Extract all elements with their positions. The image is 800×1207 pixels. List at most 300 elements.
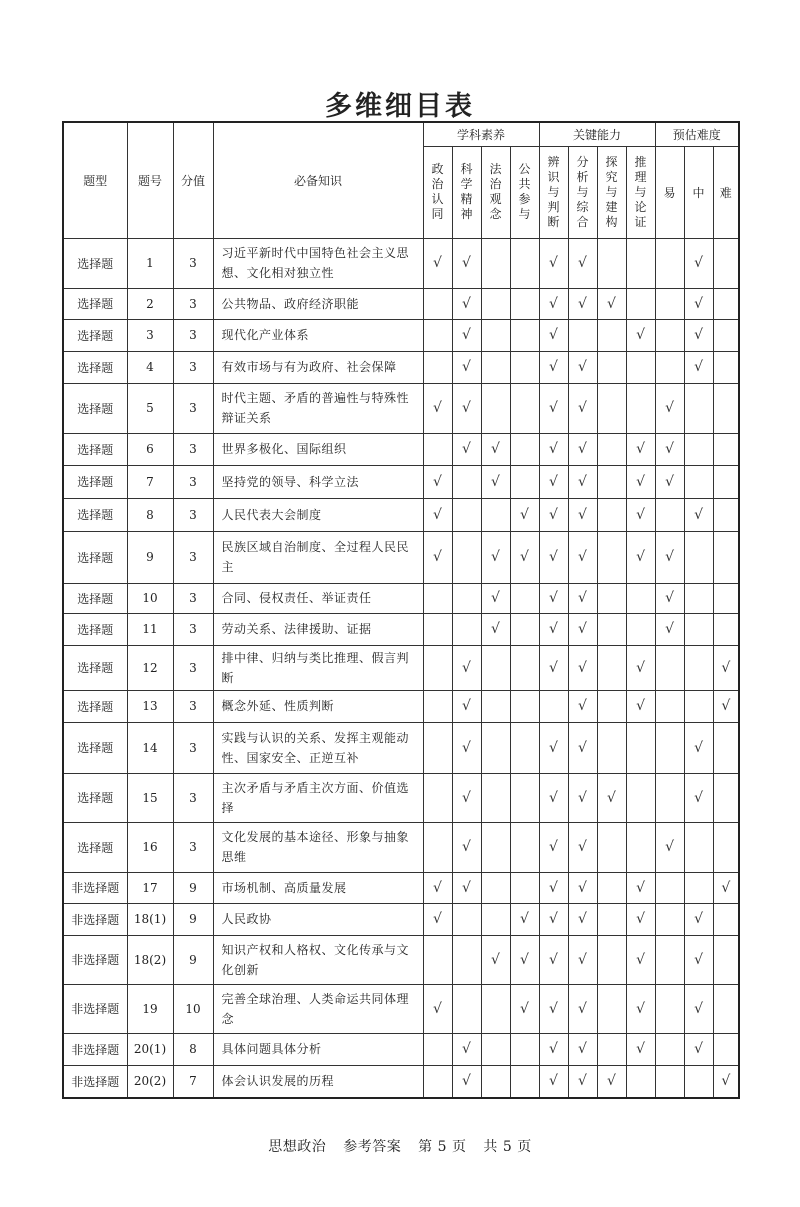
- check-mark-cell: √: [539, 351, 568, 383]
- table-row: [63, 465, 739, 498]
- empty-cell: [626, 822, 655, 872]
- cell-score: 3: [173, 498, 213, 531]
- cell-number: 3: [127, 319, 173, 351]
- empty-cell: [597, 690, 626, 722]
- empty-cell: [510, 1033, 539, 1065]
- empty-cell: [510, 319, 539, 351]
- table-row: [63, 613, 739, 645]
- cell-knowledge: 完善全球治理、人类命运共同体理念: [213, 984, 423, 1033]
- check-mark-cell: √: [539, 935, 568, 984]
- empty-cell: [597, 531, 626, 583]
- empty-cell: [684, 1065, 713, 1098]
- footer-page: 第 5 页: [418, 1139, 467, 1155]
- check-mark-cell: √: [510, 531, 539, 583]
- cell-score: 3: [173, 822, 213, 872]
- check-mark-cell: √: [539, 433, 568, 465]
- empty-cell: [452, 613, 481, 645]
- cell-knowledge: 知识产权和人格权、文化传承与文化创新: [213, 935, 423, 984]
- cell-number: 1: [127, 238, 173, 288]
- check-mark-cell: √: [684, 935, 713, 984]
- cell-number: 4: [127, 351, 173, 383]
- check-mark-cell: √: [626, 531, 655, 583]
- table-row: [63, 433, 739, 465]
- cell-score: 3: [173, 238, 213, 288]
- table-row: [63, 531, 739, 583]
- check-mark-cell: √: [684, 288, 713, 319]
- check-mark-cell: √: [539, 822, 568, 872]
- empty-cell: [684, 465, 713, 498]
- cell-knowledge: 市场机制、高质量发展: [213, 872, 423, 903]
- cell-number: 9: [127, 531, 173, 583]
- check-mark-cell: √: [539, 1065, 568, 1098]
- cell-score: 3: [173, 288, 213, 319]
- cell-knowledge: 坚持党的领导、科学立法: [213, 465, 423, 498]
- check-mark-cell: √: [539, 984, 568, 1033]
- empty-cell: [481, 872, 510, 903]
- header-sub-label: 难: [719, 185, 732, 200]
- check-mark-cell: √: [423, 465, 452, 498]
- empty-cell: [597, 383, 626, 433]
- table-row: [63, 903, 739, 935]
- empty-cell: [597, 822, 626, 872]
- empty-cell: [481, 288, 510, 319]
- empty-cell: [481, 645, 510, 690]
- empty-cell: [481, 1033, 510, 1065]
- page-footer: [0, 1136, 800, 1156]
- check-mark-cell: √: [568, 288, 597, 319]
- table-row: [63, 238, 739, 288]
- empty-cell: [423, 722, 452, 773]
- table-row: [63, 690, 739, 722]
- empty-cell: [597, 465, 626, 498]
- empty-cell: [423, 433, 452, 465]
- check-mark-cell: √: [423, 383, 452, 433]
- check-mark-cell: √: [452, 872, 481, 903]
- header-sub-0: [423, 146, 452, 238]
- check-mark-cell: √: [452, 645, 481, 690]
- check-mark-cell: √: [568, 613, 597, 645]
- empty-cell: [684, 822, 713, 872]
- empty-cell: [481, 238, 510, 288]
- cell-type: 选择题: [63, 583, 127, 613]
- cell-knowledge: 有效市场与有为政府、社会保障: [213, 351, 423, 383]
- empty-cell: [423, 773, 452, 822]
- cell-type: 选择题: [63, 465, 127, 498]
- empty-cell: [597, 872, 626, 903]
- empty-cell: [713, 319, 739, 351]
- cell-type: 非选择题: [63, 935, 127, 984]
- check-mark-cell: √: [539, 319, 568, 351]
- empty-cell: [655, 935, 684, 984]
- empty-cell: [481, 319, 510, 351]
- check-mark-cell: √: [568, 645, 597, 690]
- empty-cell: [597, 935, 626, 984]
- header-sub-label: 易: [663, 185, 676, 200]
- empty-cell: [597, 722, 626, 773]
- cell-type: 选择题: [63, 238, 127, 288]
- check-mark-cell: √: [539, 498, 568, 531]
- empty-cell: [626, 383, 655, 433]
- cell-number: 12: [127, 645, 173, 690]
- empty-cell: [655, 903, 684, 935]
- empty-cell: [684, 872, 713, 903]
- table-row: [63, 872, 739, 903]
- header-knowledge: 必备知识: [213, 122, 423, 238]
- check-mark-cell: √: [655, 583, 684, 613]
- check-mark-cell: √: [626, 645, 655, 690]
- header-sub-label: 推理与论证: [634, 154, 647, 229]
- empty-cell: [626, 288, 655, 319]
- header-sub-8: [655, 146, 684, 238]
- empty-cell: [713, 531, 739, 583]
- check-mark-cell: √: [713, 872, 739, 903]
- cell-type: 非选择题: [63, 903, 127, 935]
- empty-cell: [626, 238, 655, 288]
- cell-score: 3: [173, 690, 213, 722]
- cell-score: 3: [173, 319, 213, 351]
- empty-cell: [655, 645, 684, 690]
- empty-cell: [713, 383, 739, 433]
- empty-cell: [423, 613, 452, 645]
- cell-score: 3: [173, 613, 213, 645]
- cell-score: 3: [173, 583, 213, 613]
- empty-cell: [423, 690, 452, 722]
- header-sub-label: 探究与建构: [605, 154, 618, 229]
- check-mark-cell: √: [568, 822, 597, 872]
- table-row: [63, 498, 739, 531]
- check-mark-cell: √: [452, 1033, 481, 1065]
- check-mark-cell: √: [626, 903, 655, 935]
- check-mark-cell: √: [568, 498, 597, 531]
- empty-cell: [713, 498, 739, 531]
- cell-knowledge: 世界多极化、国际组织: [213, 433, 423, 465]
- empty-cell: [510, 722, 539, 773]
- check-mark-cell: √: [423, 903, 452, 935]
- empty-cell: [713, 613, 739, 645]
- check-mark-cell: √: [626, 433, 655, 465]
- empty-cell: [452, 531, 481, 583]
- empty-cell: [655, 498, 684, 531]
- empty-cell: [713, 583, 739, 613]
- cell-score: 9: [173, 935, 213, 984]
- empty-cell: [510, 583, 539, 613]
- header-sub-3: [510, 146, 539, 238]
- empty-cell: [713, 1033, 739, 1065]
- empty-cell: [713, 288, 739, 319]
- check-mark-cell: √: [539, 238, 568, 288]
- empty-cell: [481, 722, 510, 773]
- empty-cell: [510, 822, 539, 872]
- check-mark-cell: √: [568, 1033, 597, 1065]
- empty-cell: [510, 288, 539, 319]
- empty-cell: [655, 1033, 684, 1065]
- table-row: [63, 288, 739, 319]
- empty-cell: [684, 583, 713, 613]
- check-mark-cell: √: [655, 613, 684, 645]
- empty-cell: [713, 984, 739, 1033]
- cell-type: 选择题: [63, 822, 127, 872]
- empty-cell: [655, 722, 684, 773]
- cell-type: 选择题: [63, 722, 127, 773]
- empty-cell: [713, 903, 739, 935]
- check-mark-cell: √: [539, 645, 568, 690]
- table-row: [63, 319, 739, 351]
- cell-type: 选择题: [63, 613, 127, 645]
- empty-cell: [655, 984, 684, 1033]
- check-mark-cell: √: [597, 1065, 626, 1098]
- cell-knowledge: 排中律、归纳与类比推理、假言判断: [213, 645, 423, 690]
- cell-knowledge: 习近平新时代中国特色社会主义思想、文化相对独立性: [213, 238, 423, 288]
- check-mark-cell: √: [423, 984, 452, 1033]
- header-sub-9: [684, 146, 713, 238]
- cell-number: 18(2): [127, 935, 173, 984]
- cell-knowledge: 文化发展的基本途径、形象与抽象思维: [213, 822, 423, 872]
- header-sub-5: [568, 146, 597, 238]
- cell-type: 非选择题: [63, 872, 127, 903]
- empty-cell: [597, 645, 626, 690]
- empty-cell: [539, 690, 568, 722]
- check-mark-cell: √: [452, 773, 481, 822]
- empty-cell: [655, 773, 684, 822]
- empty-cell: [684, 690, 713, 722]
- cell-score: 3: [173, 531, 213, 583]
- empty-cell: [597, 498, 626, 531]
- footer-total: 共 5 页: [483, 1139, 532, 1155]
- check-mark-cell: √: [539, 1033, 568, 1065]
- empty-cell: [626, 351, 655, 383]
- header-sub-6: [597, 146, 626, 238]
- check-mark-cell: √: [452, 722, 481, 773]
- check-mark-cell: √: [568, 383, 597, 433]
- header-sub-label: 中: [692, 185, 705, 200]
- check-mark-cell: √: [684, 1033, 713, 1065]
- empty-cell: [481, 822, 510, 872]
- empty-cell: [684, 613, 713, 645]
- check-mark-cell: √: [539, 722, 568, 773]
- check-mark-cell: √: [539, 531, 568, 583]
- empty-cell: [684, 383, 713, 433]
- check-mark-cell: √: [452, 319, 481, 351]
- empty-cell: [597, 238, 626, 288]
- cell-score: 3: [173, 433, 213, 465]
- empty-cell: [626, 773, 655, 822]
- cell-type: 选择题: [63, 531, 127, 583]
- cell-type: 选择题: [63, 645, 127, 690]
- empty-cell: [713, 351, 739, 383]
- cell-type: 选择题: [63, 773, 127, 822]
- cell-score: 3: [173, 351, 213, 383]
- check-mark-cell: √: [452, 238, 481, 288]
- empty-cell: [423, 1033, 452, 1065]
- check-mark-cell: √: [481, 935, 510, 984]
- check-mark-cell: √: [684, 984, 713, 1033]
- table-row: [63, 1065, 739, 1098]
- check-mark-cell: √: [539, 383, 568, 433]
- check-mark-cell: √: [684, 722, 713, 773]
- empty-cell: [510, 383, 539, 433]
- empty-cell: [452, 984, 481, 1033]
- check-mark-cell: √: [452, 1065, 481, 1098]
- empty-cell: [626, 583, 655, 613]
- table-row: [63, 645, 739, 690]
- check-mark-cell: √: [655, 822, 684, 872]
- cell-number: 18(1): [127, 903, 173, 935]
- check-mark-cell: √: [568, 1065, 597, 1098]
- header-group-difficulty: 预估难度: [655, 122, 739, 146]
- empty-cell: [597, 583, 626, 613]
- check-mark-cell: √: [423, 238, 452, 288]
- cell-knowledge: 公共物品、政府经济职能: [213, 288, 423, 319]
- check-mark-cell: √: [684, 773, 713, 822]
- check-mark-cell: √: [626, 498, 655, 531]
- cell-type: 非选择题: [63, 984, 127, 1033]
- cell-number: 10: [127, 583, 173, 613]
- check-mark-cell: √: [568, 465, 597, 498]
- empty-cell: [597, 351, 626, 383]
- cell-number: 20(2): [127, 1065, 173, 1098]
- cell-knowledge: 人民代表大会制度: [213, 498, 423, 531]
- cell-type: 选择题: [63, 433, 127, 465]
- empty-cell: [597, 903, 626, 935]
- check-mark-cell: √: [655, 383, 684, 433]
- empty-cell: [510, 690, 539, 722]
- empty-cell: [568, 319, 597, 351]
- empty-cell: [510, 351, 539, 383]
- check-mark-cell: √: [684, 238, 713, 288]
- check-mark-cell: √: [713, 645, 739, 690]
- cell-knowledge: 人民政协: [213, 903, 423, 935]
- check-mark-cell: √: [568, 433, 597, 465]
- specification-table: [62, 121, 740, 1099]
- check-mark-cell: √: [481, 465, 510, 498]
- empty-cell: [713, 465, 739, 498]
- empty-cell: [510, 773, 539, 822]
- empty-cell: [597, 433, 626, 465]
- footer-doc: 参考答案: [343, 1139, 402, 1155]
- empty-cell: [452, 465, 481, 498]
- check-mark-cell: √: [568, 722, 597, 773]
- check-mark-cell: √: [684, 319, 713, 351]
- empty-cell: [423, 935, 452, 984]
- header-sub-label: 辨识与判断: [547, 154, 560, 229]
- header-sub-10: [713, 146, 739, 238]
- check-mark-cell: √: [539, 613, 568, 645]
- empty-cell: [597, 613, 626, 645]
- check-mark-cell: √: [568, 690, 597, 722]
- cell-type: 非选择题: [63, 1033, 127, 1065]
- cell-number: 20(1): [127, 1033, 173, 1065]
- check-mark-cell: √: [510, 984, 539, 1033]
- check-mark-cell: √: [684, 498, 713, 531]
- empty-cell: [423, 645, 452, 690]
- cell-type: 选择题: [63, 690, 127, 722]
- table-row: [63, 935, 739, 984]
- check-mark-cell: √: [655, 433, 684, 465]
- table-row: [63, 383, 739, 433]
- empty-cell: [423, 583, 452, 613]
- check-mark-cell: √: [539, 465, 568, 498]
- check-mark-cell: √: [568, 872, 597, 903]
- check-mark-cell: √: [626, 690, 655, 722]
- cell-score: 10: [173, 984, 213, 1033]
- header-sub-7: [626, 146, 655, 238]
- cell-number: 16: [127, 822, 173, 872]
- cell-score: 3: [173, 383, 213, 433]
- cell-score: 3: [173, 645, 213, 690]
- empty-cell: [626, 722, 655, 773]
- check-mark-cell: √: [568, 531, 597, 583]
- empty-cell: [684, 433, 713, 465]
- empty-cell: [655, 690, 684, 722]
- cell-number: 6: [127, 433, 173, 465]
- check-mark-cell: √: [568, 903, 597, 935]
- check-mark-cell: √: [655, 531, 684, 583]
- header-sub-label: 分析与综合: [576, 154, 589, 229]
- cell-number: 13: [127, 690, 173, 722]
- check-mark-cell: √: [452, 822, 481, 872]
- cell-number: 15: [127, 773, 173, 822]
- empty-cell: [655, 351, 684, 383]
- empty-cell: [510, 465, 539, 498]
- check-mark-cell: √: [568, 984, 597, 1033]
- cell-score: 3: [173, 773, 213, 822]
- check-mark-cell: √: [626, 465, 655, 498]
- cell-number: 5: [127, 383, 173, 433]
- check-mark-cell: √: [568, 351, 597, 383]
- empty-cell: [684, 531, 713, 583]
- cell-number: 14: [127, 722, 173, 773]
- empty-cell: [510, 645, 539, 690]
- cell-knowledge: 概念外延、性质判断: [213, 690, 423, 722]
- cell-knowledge: 合同、侵权责任、举证责任: [213, 583, 423, 613]
- empty-cell: [626, 613, 655, 645]
- page-title: 多维细目表: [325, 91, 475, 122]
- cell-knowledge: 现代化产业体系: [213, 319, 423, 351]
- header-number: 题号: [127, 122, 173, 238]
- cell-knowledge: 主次矛盾与矛盾主次方面、价值选择: [213, 773, 423, 822]
- table-row: [63, 984, 739, 1033]
- empty-cell: [510, 1065, 539, 1098]
- cell-number: 8: [127, 498, 173, 531]
- check-mark-cell: √: [452, 433, 481, 465]
- cell-knowledge: 具体问题具体分析: [213, 1033, 423, 1065]
- header-type: 题型: [63, 122, 127, 238]
- check-mark-cell: √: [568, 238, 597, 288]
- empty-cell: [626, 1065, 655, 1098]
- cell-knowledge: 劳动关系、法律援助、证据: [213, 613, 423, 645]
- check-mark-cell: √: [568, 583, 597, 613]
- check-mark-cell: √: [452, 351, 481, 383]
- header-sub-label: 公共参与: [518, 162, 531, 221]
- check-mark-cell: √: [510, 498, 539, 531]
- check-mark-cell: √: [539, 872, 568, 903]
- check-mark-cell: √: [568, 935, 597, 984]
- empty-cell: [713, 773, 739, 822]
- empty-cell: [713, 238, 739, 288]
- check-mark-cell: √: [481, 433, 510, 465]
- header-sub-label: 法治观念: [489, 162, 502, 221]
- empty-cell: [452, 583, 481, 613]
- empty-cell: [655, 1065, 684, 1098]
- empty-cell: [597, 319, 626, 351]
- check-mark-cell: √: [626, 872, 655, 903]
- check-mark-cell: √: [568, 773, 597, 822]
- check-mark-cell: √: [597, 288, 626, 319]
- empty-cell: [481, 690, 510, 722]
- check-mark-cell: √: [713, 690, 739, 722]
- check-mark-cell: √: [481, 583, 510, 613]
- cell-score: 3: [173, 722, 213, 773]
